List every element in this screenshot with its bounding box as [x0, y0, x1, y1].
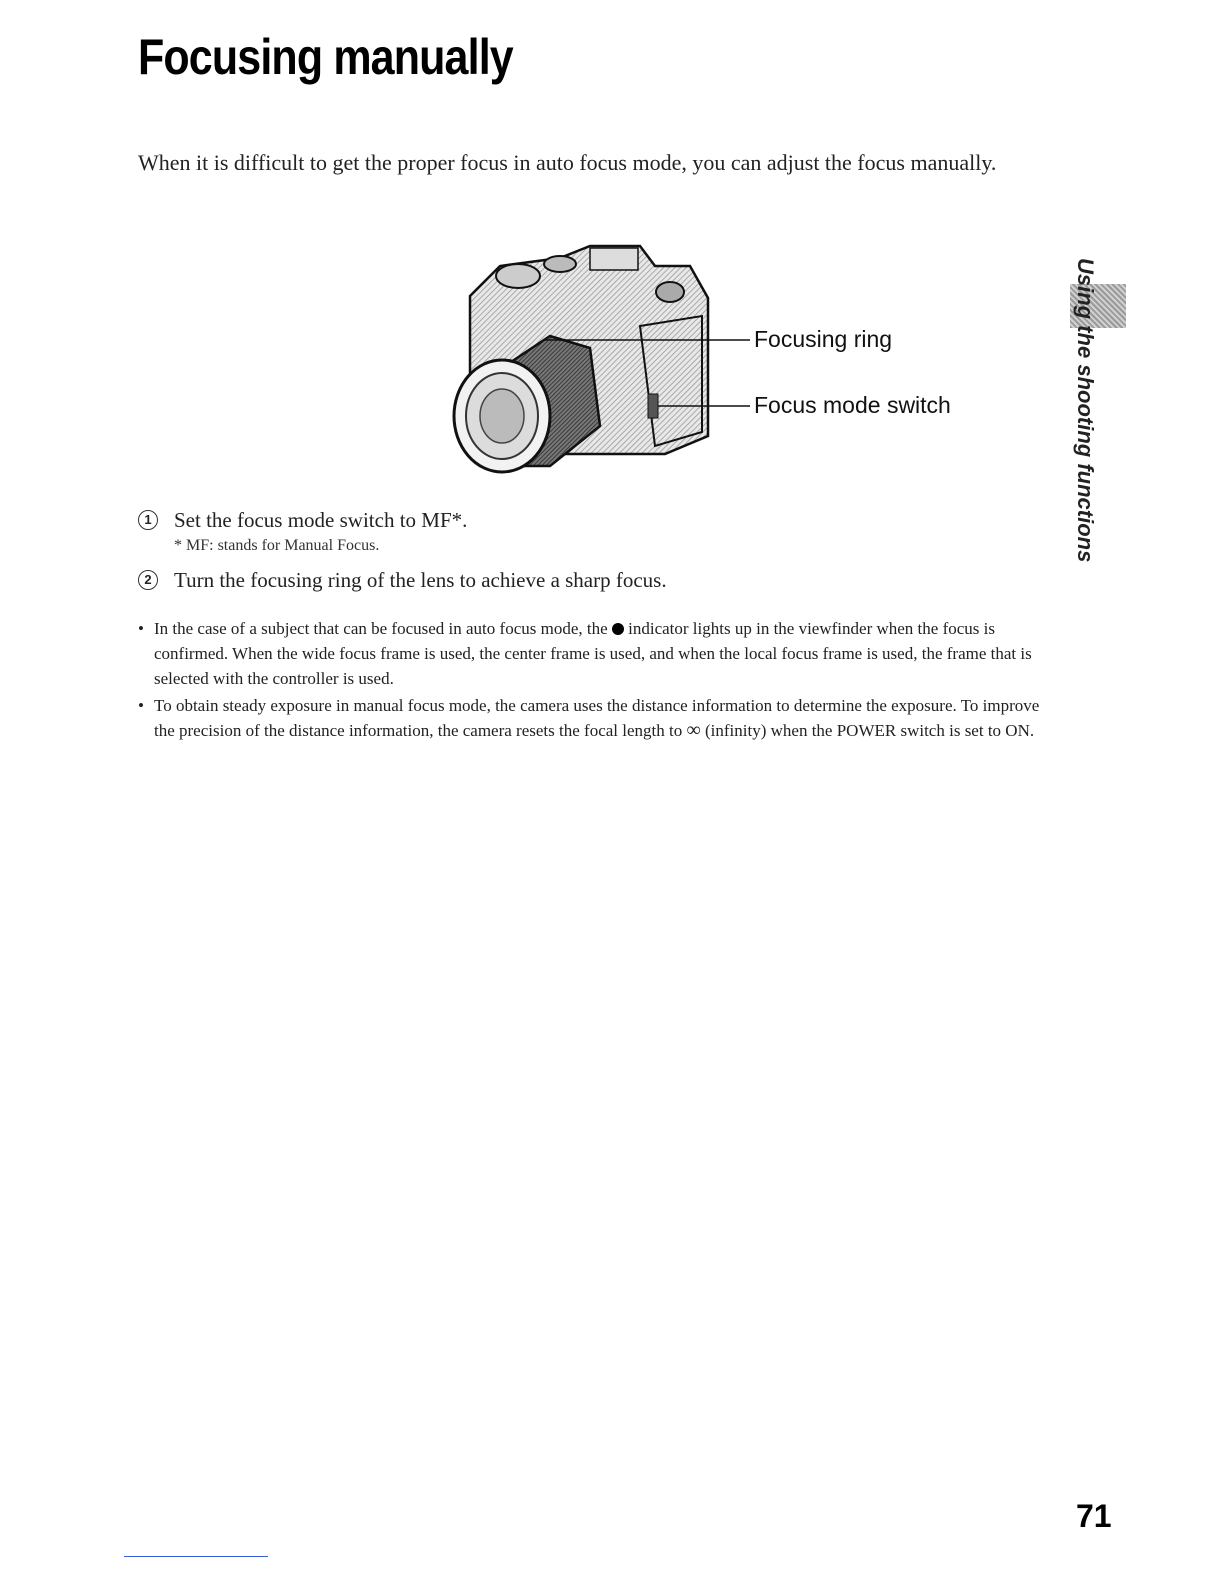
step-2-text: Turn the focusing ring of the lens to achieve a sharp focus. — [174, 568, 667, 592]
camera-figure — [440, 236, 1000, 486]
camera-illustration-icon — [440, 236, 1000, 486]
page-title: Focusing manually — [138, 29, 513, 85]
infinity-icon: ∞ — [686, 719, 701, 741]
step-1 — [138, 506, 1038, 534]
note-1-text-end: indicator lights up in the viewfinder when the focus is confirmed. When the wide focus frame is used, the center frame is used, and when the local focus frame is used, the frame that is selected with the controller is used. — [154, 619, 1032, 688]
note-item — [138, 616, 1058, 691]
step-2 — [138, 566, 1038, 594]
footer-rule — [124, 1556, 268, 1557]
step-1-number: 1 — [138, 510, 158, 530]
note-1-text-start: In the case of a subject that can be focused in auto focus mode, the — [154, 619, 608, 638]
intro-paragraph: When it is difficult to get the proper focus in auto focus mode, you can adjust the focus manually. — [138, 150, 997, 175]
notes-list — [138, 616, 1058, 745]
note-item — [138, 693, 1058, 743]
focus-indicator-dot-icon — [612, 623, 624, 635]
step-2-number: 2 — [138, 570, 158, 590]
page-number: 71 — [1076, 1498, 1112, 1534]
callout-focus-mode-switch: Focus mode switch — [754, 392, 951, 418]
step-1-text: Set the focus mode switch to MF*. — [174, 508, 468, 532]
section-tab-label: Using the shooting functions — [1073, 258, 1098, 563]
note-2-text-end: (infinity) when the POWER switch is set to ON. — [705, 721, 1035, 740]
steps-list — [138, 506, 1038, 594]
callout-focusing-ring: Focusing ring — [754, 326, 893, 352]
bullet-icon: • — [138, 696, 144, 715]
bullet-icon: • — [138, 619, 144, 638]
step-1-footnote: * MF: stands for Manual Focus. — [174, 537, 380, 554]
note-2-text-start: To obtain steady exposure in manual focus mode, the camera uses the distance information to determine the exposure. To improve the precision of the distance information, the camera resets the focal length to — [154, 696, 1040, 740]
